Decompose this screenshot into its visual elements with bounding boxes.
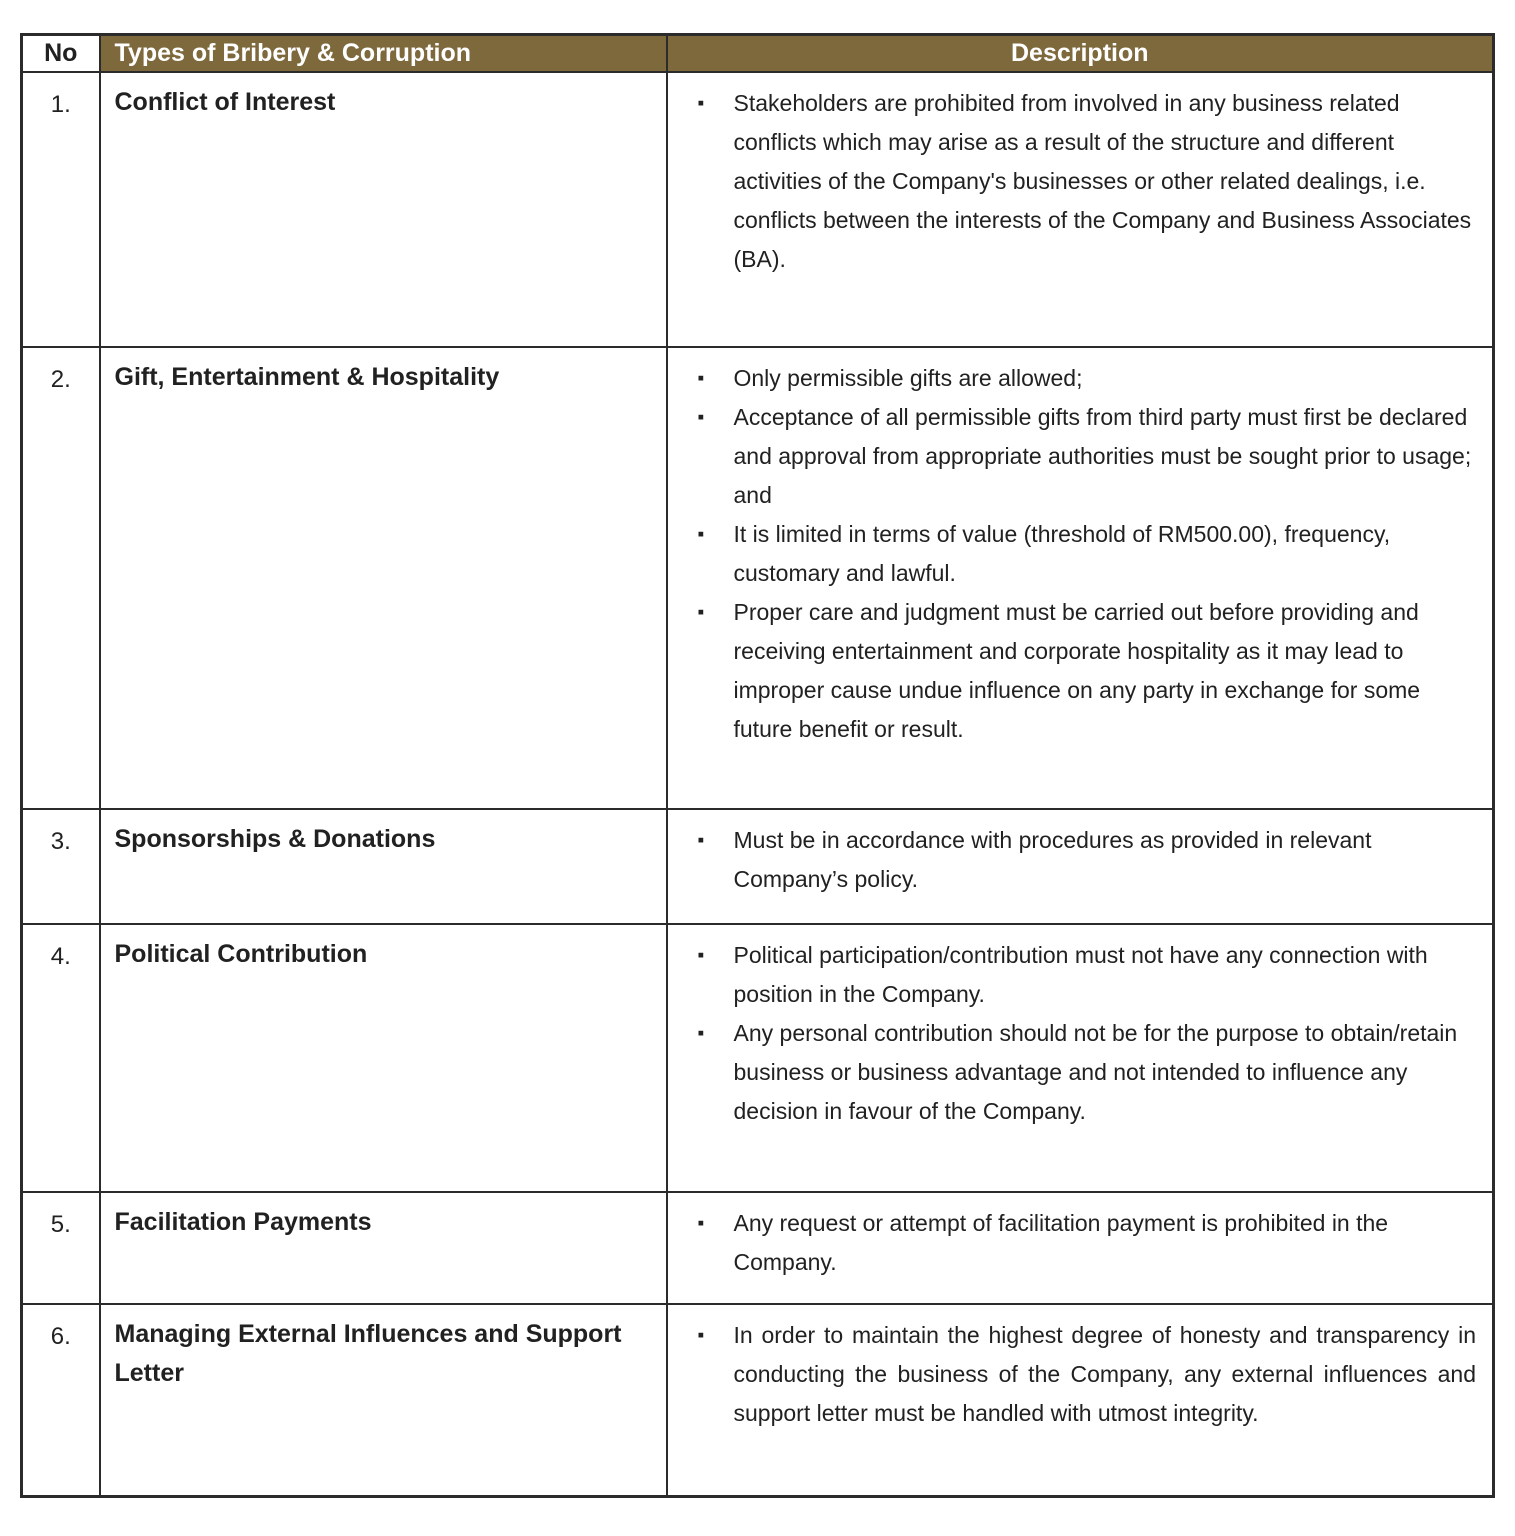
square-bullet-icon: ▪ [697,523,705,545]
description-cell [667,347,1494,809]
bribery-type-label: Conflict of Interest [100,72,667,347]
table-body [22,72,1494,1497]
description-text: Political participation/contribution must not have any connection with position in the Company. [733,941,1428,1007]
square-bullet-icon: ▪ [697,406,705,428]
row-number: 3. [22,809,100,924]
description-text: Proper care and judgment must be carried out before providing and receiving entertainment and corporate hospitality as it may lead to improper cause undue influence on any party in exchange for some future benefit or result. [733,598,1421,742]
description-cell [667,924,1494,1192]
description-bullet-item [698,1204,1477,1282]
description-bullet-item [698,593,1477,749]
table-row [22,924,1494,1192]
description-bullet-item [698,515,1477,593]
description-cell [667,72,1494,347]
description-bullet-list [668,73,1493,289]
square-bullet-icon: ▪ [697,1212,705,1234]
square-bullet-icon: ▪ [697,1324,705,1346]
description-text: Must be in accordance with procedures as provided in relevant Company’s policy. [733,826,1372,892]
bribery-type-label: Political Contribution [100,924,667,1192]
description-bullet-list [668,810,1493,909]
description-cell [667,1304,1494,1497]
bribery-types-table [20,33,1495,1498]
row-number: 6. [22,1304,100,1497]
column-header-types: Types of Bribery & Corruption [100,35,667,72]
description-cell [667,1192,1494,1304]
square-bullet-icon: ▪ [697,944,705,966]
row-number: 5. [22,1192,100,1304]
description-bullet-item [698,936,1477,1014]
description-bullet-list [668,925,1493,1141]
description-text: It is limited in terms of value (threshold of RM500.00), frequency, customary and lawful. [733,520,1391,586]
description-bullet-item [698,84,1477,279]
table-row [22,347,1494,809]
description-bullet-list [668,1305,1493,1443]
row-number: 1. [22,72,100,347]
description-bullet-item [698,359,1477,398]
column-header-no: No [22,35,100,72]
bribery-type-label: Managing External Influences and Support Letter [100,1304,667,1497]
description-bullet-item [698,398,1477,515]
description-bullet-item [698,1316,1477,1433]
bribery-type-label: Sponsorships & Donations [100,809,667,924]
square-bullet-icon: ▪ [697,92,705,114]
header-row [22,35,1494,72]
description-text: Only permissible gifts are allowed; [733,364,1083,391]
description-text: Stakeholders are prohibited from involved in any business related conflicts which may arise as a result of the structure and different activities of the Company's businesses or other related dealings, i.e. conflicts between the interests of the Company and Business Associates (BA). [733,89,1472,272]
description-text: Any personal contribution should not be for the purpose to obtain/retain business or business advantage and not intended to influence any decision in favour of the Company. [733,1019,1458,1124]
description-bullet-list [668,348,1493,759]
description-text: Any request or attempt of facilitation payment is prohibited in the Company. [733,1209,1389,1275]
row-number: 4. [22,924,100,1192]
description-bullet-list [668,1193,1493,1292]
description-bullet-item [698,821,1477,899]
bribery-type-label: Facilitation Payments [100,1192,667,1304]
table-row [22,1304,1494,1497]
description-text: Acceptance of all permissible gifts from third party must first be declared and approval from appropriate authorities must be sought prior to usage; and [733,403,1472,508]
table-row [22,72,1494,347]
square-bullet-icon: ▪ [697,829,705,851]
bribery-type-label: Gift, Entertainment & Hospitality [100,347,667,809]
square-bullet-icon: ▪ [697,1022,705,1044]
description-cell [667,809,1494,924]
square-bullet-icon: ▪ [697,367,705,389]
column-header-description: Description [667,35,1494,72]
description-bullet-item [698,1014,1477,1131]
description-text: In order to maintain the highest degree of honesty and transparency in conducting the business of the Company, any external influences and support letter must be handled with utmost integrity. [733,1321,1476,1426]
table-row [22,1192,1494,1304]
table-row [22,809,1494,924]
row-number: 2. [22,347,100,809]
square-bullet-icon: ▪ [697,601,705,623]
